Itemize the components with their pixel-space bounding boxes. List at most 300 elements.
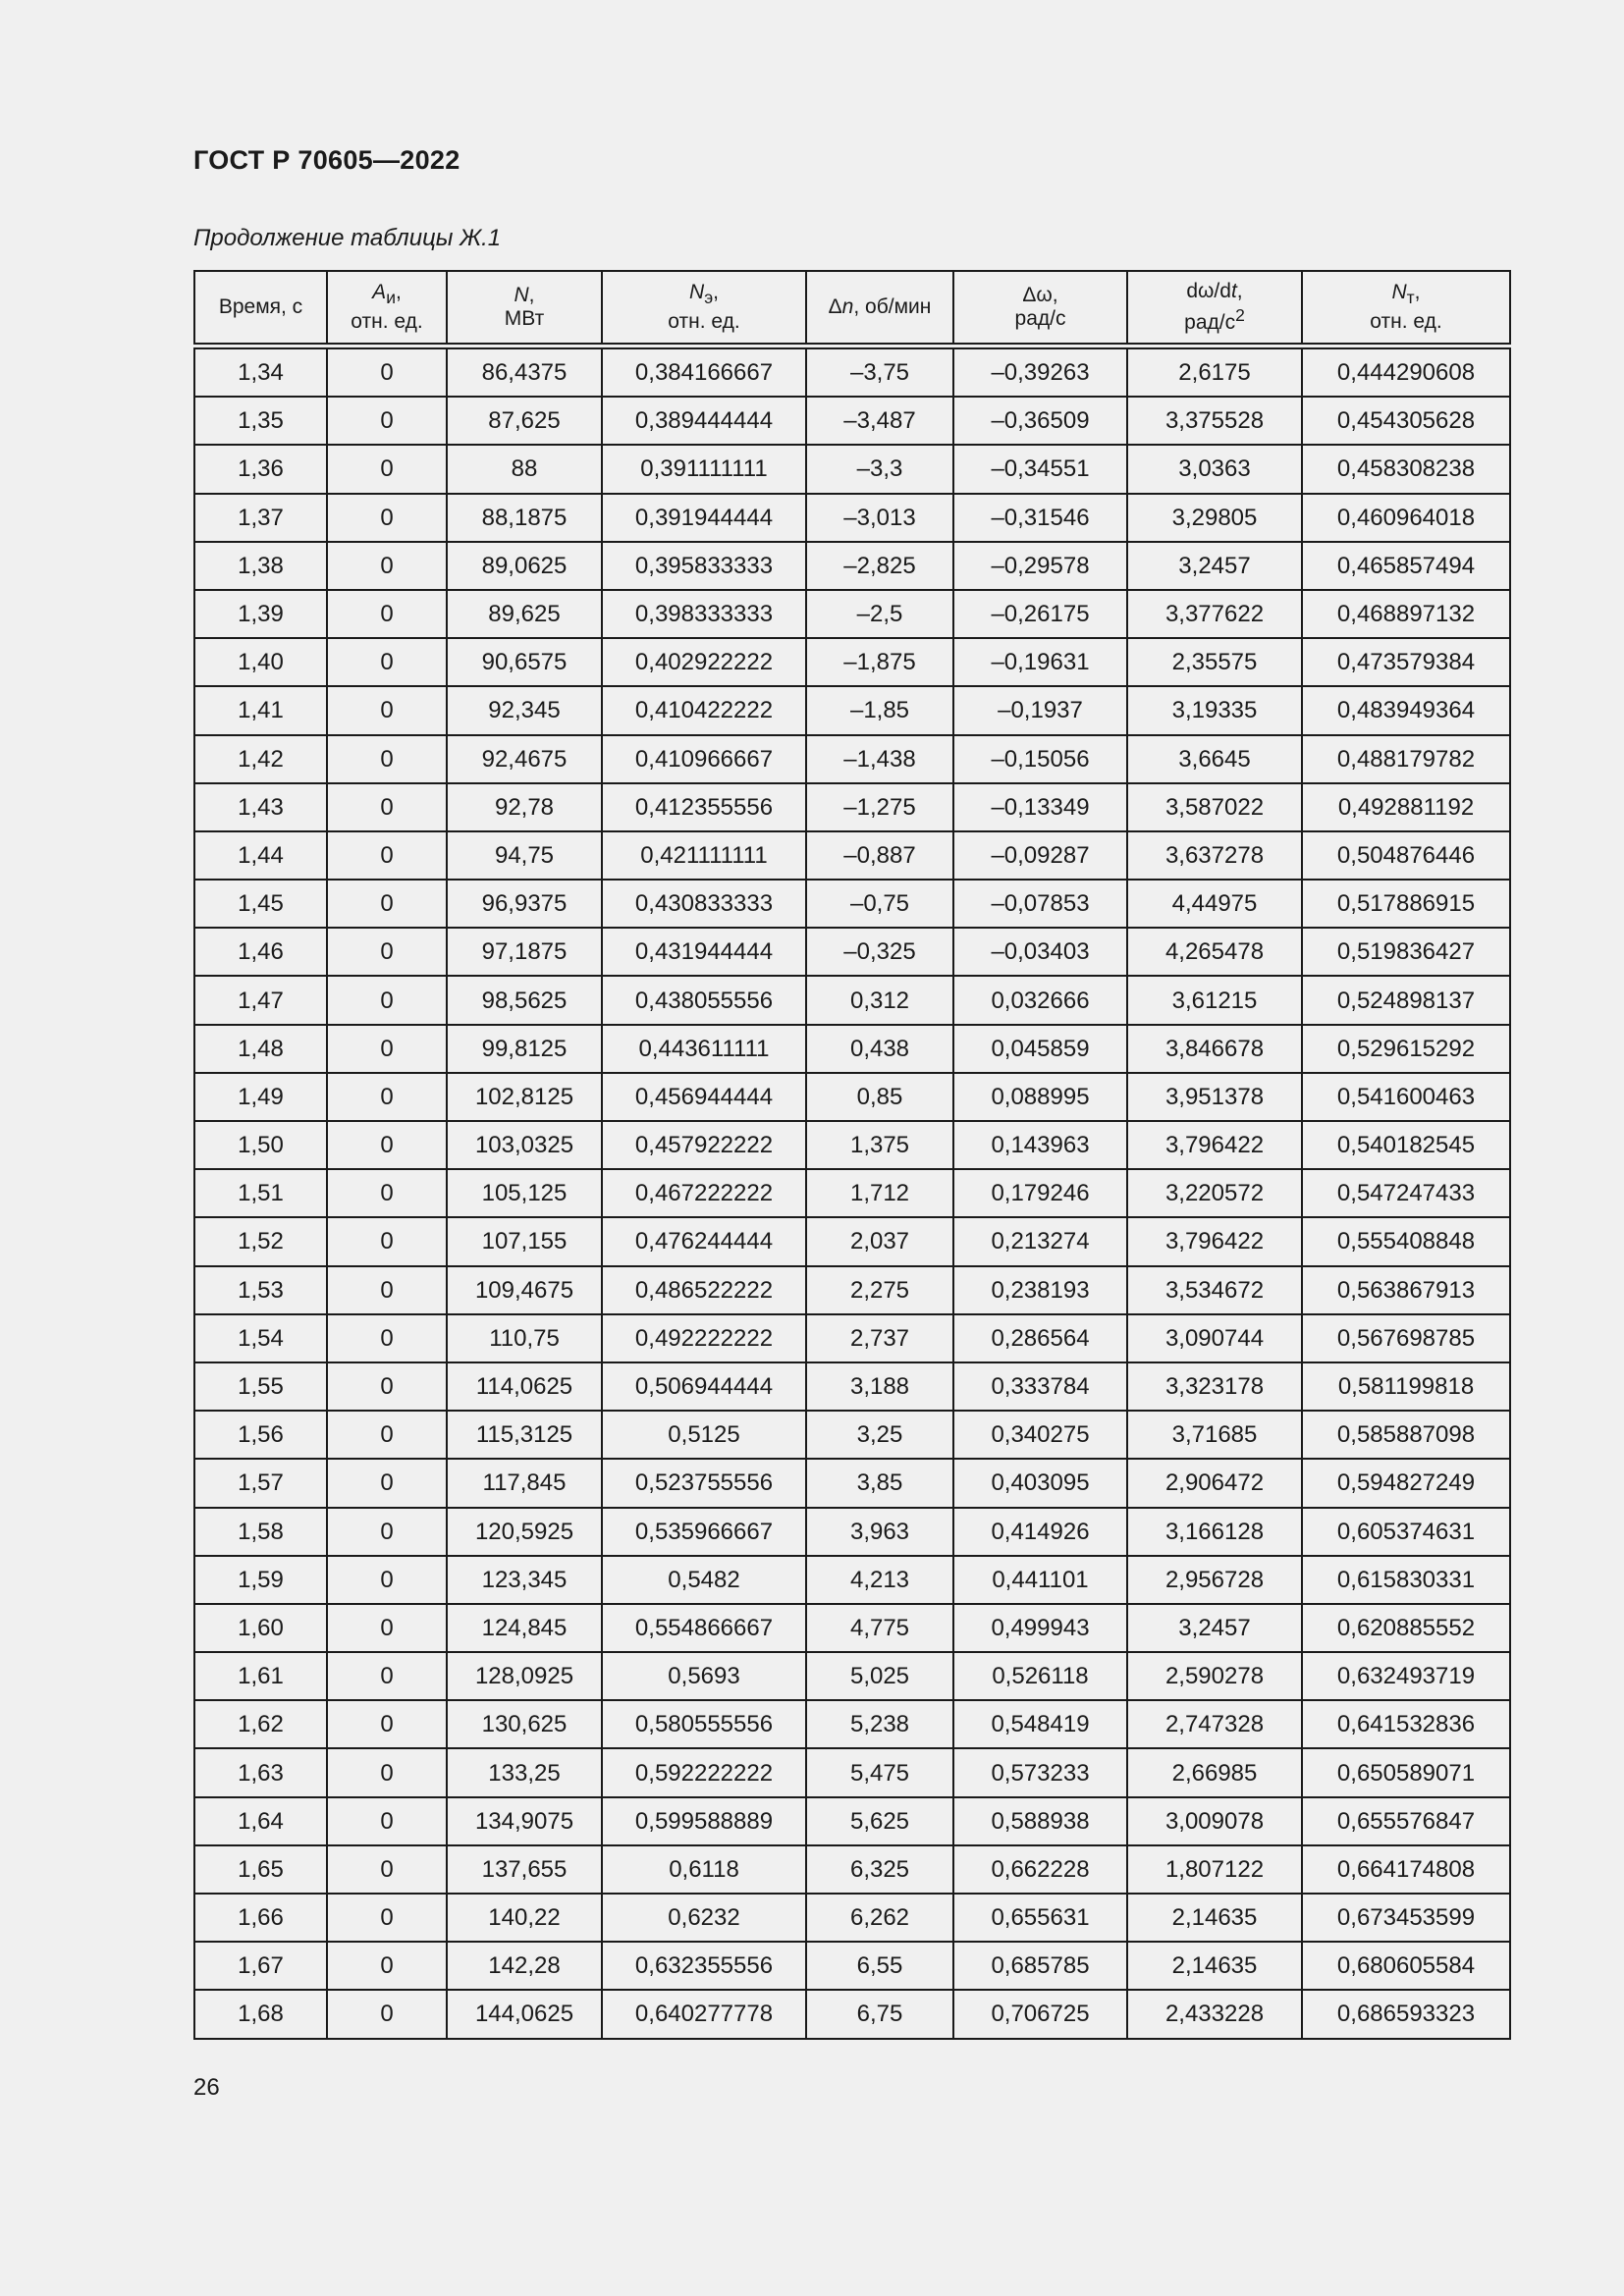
cell-time: 1,42 <box>194 735 327 783</box>
cell-nt: 0,524898137 <box>1302 976 1510 1024</box>
table-row <box>194 1652 1510 1700</box>
cell-nt: 0,444290608 <box>1302 347 1510 398</box>
cell-a: 0 <box>327 1942 447 1990</box>
cell-dw: 0,088995 <box>953 1073 1127 1121</box>
cell-n: 144,0625 <box>447 1990 602 2038</box>
cell-dw: 0,403095 <box>953 1459 1127 1507</box>
cell-dn: 5,025 <box>806 1652 953 1700</box>
cell-time: 1,40 <box>194 638 327 686</box>
cell-ne: 0,476244444 <box>602 1217 806 1265</box>
cell-dwdt: 4,44975 <box>1127 880 1302 928</box>
table-row <box>194 1845 1510 1894</box>
cell-dn: –1,275 <box>806 783 953 831</box>
cell-ne: 0,410966667 <box>602 735 806 783</box>
cell-dw: 0,286564 <box>953 1314 1127 1362</box>
cell-ne: 0,6232 <box>602 1894 806 1942</box>
cell-dw: –0,19631 <box>953 638 1127 686</box>
cell-ne: 0,391944444 <box>602 494 806 542</box>
cell-time: 1,34 <box>194 347 327 398</box>
cell-n: 86,4375 <box>447 347 602 398</box>
cell-a: 0 <box>327 1411 447 1459</box>
cell-time: 1,45 <box>194 880 327 928</box>
header-nt: $N_т$, отн. ед. <box>1302 271 1510 347</box>
cell-dwdt: 3,220572 <box>1127 1169 1302 1217</box>
cell-dw: 0,548419 <box>953 1700 1127 1748</box>
cell-dw: 0,655631 <box>953 1894 1127 1942</box>
cell-a: 0 <box>327 1362 447 1411</box>
table-row <box>194 638 1510 686</box>
header-time: Время, с <box>194 271 327 347</box>
cell-dw: –0,15056 <box>953 735 1127 783</box>
cell-a: 0 <box>327 1556 447 1604</box>
cell-a: 0 <box>327 1025 447 1073</box>
header-dn: Δn, об/мин <box>806 271 953 347</box>
table-row <box>194 1459 1510 1507</box>
table-row <box>194 542 1510 590</box>
cell-nt: 0,585887098 <box>1302 1411 1510 1459</box>
cell-nt: 0,615830331 <box>1302 1556 1510 1604</box>
table-row <box>194 1266 1510 1314</box>
cell-dw: –0,07853 <box>953 880 1127 928</box>
cell-dn: 5,625 <box>806 1797 953 1845</box>
cell-n: 92,78 <box>447 783 602 831</box>
cell-nt: 0,650589071 <box>1302 1748 1510 1796</box>
cell-dwdt: 3,6645 <box>1127 735 1302 783</box>
cell-dwdt: 4,265478 <box>1127 928 1302 976</box>
cell-dw: –0,31546 <box>953 494 1127 542</box>
cell-ne: 0,438055556 <box>602 976 806 1024</box>
cell-time: 1,53 <box>194 1266 327 1314</box>
cell-a: 0 <box>327 1121 447 1169</box>
cell-dw: 0,213274 <box>953 1217 1127 1265</box>
cell-n: 89,0625 <box>447 542 602 590</box>
cell-n: 140,22 <box>447 1894 602 1942</box>
cell-nt: 0,555408848 <box>1302 1217 1510 1265</box>
cell-dw: 0,573233 <box>953 1748 1127 1796</box>
cell-time: 1,52 <box>194 1217 327 1265</box>
table-row <box>194 1700 1510 1748</box>
cell-dn: 0,438 <box>806 1025 953 1073</box>
cell-dwdt: 2,956728 <box>1127 1556 1302 1604</box>
cell-nt: 0,567698785 <box>1302 1314 1510 1362</box>
cell-ne: 0,398333333 <box>602 590 806 638</box>
cell-nt: 0,529615292 <box>1302 1025 1510 1073</box>
cell-a: 0 <box>327 445 447 493</box>
cell-a: 0 <box>327 1073 447 1121</box>
cell-dw: –0,29578 <box>953 542 1127 590</box>
cell-dwdt: 2,66985 <box>1127 1748 1302 1796</box>
cell-dn: –2,5 <box>806 590 953 638</box>
cell-a: 0 <box>327 735 447 783</box>
cell-time: 1,50 <box>194 1121 327 1169</box>
cell-a: 0 <box>327 976 447 1024</box>
cell-a: 0 <box>327 783 447 831</box>
cell-ne: 0,431944444 <box>602 928 806 976</box>
header-dwdt: dω/dt, рад/$с^2$ <box>1127 271 1302 347</box>
cell-nt: 0,673453599 <box>1302 1894 1510 1942</box>
cell-ne: 0,592222222 <box>602 1748 806 1796</box>
table-row <box>194 347 1510 398</box>
cell-n: 109,4675 <box>447 1266 602 1314</box>
cell-nt: 0,541600463 <box>1302 1073 1510 1121</box>
cell-dwdt: 3,587022 <box>1127 783 1302 831</box>
cell-nt: 0,488179782 <box>1302 735 1510 783</box>
cell-dwdt: 3,637278 <box>1127 831 1302 880</box>
cell-n: 94,75 <box>447 831 602 880</box>
cell-a: 0 <box>327 1894 447 1942</box>
cell-ne: 0,5125 <box>602 1411 806 1459</box>
cell-time: 1,43 <box>194 783 327 831</box>
cell-dn: 6,325 <box>806 1845 953 1894</box>
table-row <box>194 1604 1510 1652</box>
cell-ne: 0,391111111 <box>602 445 806 493</box>
cell-dwdt: 2,906472 <box>1127 1459 1302 1507</box>
cell-time: 1,39 <box>194 590 327 638</box>
cell-nt: 0,458308238 <box>1302 445 1510 493</box>
cell-nt: 0,519836427 <box>1302 928 1510 976</box>
cell-ne: 0,5693 <box>602 1652 806 1700</box>
cell-dwdt: 3,2457 <box>1127 542 1302 590</box>
cell-a: 0 <box>327 1604 447 1652</box>
cell-ne: 0,410422222 <box>602 686 806 734</box>
cell-nt: 0,581199818 <box>1302 1362 1510 1411</box>
cell-time: 1,44 <box>194 831 327 880</box>
cell-a: 0 <box>327 1169 447 1217</box>
data-table <box>193 270 1511 2040</box>
cell-dwdt: 3,323178 <box>1127 1362 1302 1411</box>
table-row <box>194 1556 1510 1604</box>
cell-time: 1,60 <box>194 1604 327 1652</box>
table-row <box>194 686 1510 734</box>
cell-dn: 3,85 <box>806 1459 953 1507</box>
cell-dn: –3,487 <box>806 397 953 445</box>
cell-dwdt: 3,846678 <box>1127 1025 1302 1073</box>
cell-ne: 0,467222222 <box>602 1169 806 1217</box>
cell-dwdt: 3,375528 <box>1127 397 1302 445</box>
cell-dn: 4,213 <box>806 1556 953 1604</box>
cell-n: 110,75 <box>447 1314 602 1362</box>
cell-dw: 0,333784 <box>953 1362 1127 1411</box>
cell-dwdt: 3,377622 <box>1127 590 1302 638</box>
cell-time: 1,63 <box>194 1748 327 1796</box>
cell-dw: 0,238193 <box>953 1266 1127 1314</box>
cell-dn: 3,188 <box>806 1362 953 1411</box>
cell-n: 97,1875 <box>447 928 602 976</box>
table-row <box>194 1217 1510 1265</box>
cell-n: 134,9075 <box>447 1797 602 1845</box>
cell-dn: 1,712 <box>806 1169 953 1217</box>
cell-dn: –3,75 <box>806 347 953 398</box>
cell-dw: 0,662228 <box>953 1845 1127 1894</box>
cell-a: 0 <box>327 1314 447 1362</box>
cell-dwdt: 2,747328 <box>1127 1700 1302 1748</box>
cell-dn: 2,275 <box>806 1266 953 1314</box>
table-row <box>194 735 1510 783</box>
cell-a: 0 <box>327 1700 447 1748</box>
cell-ne: 0,456944444 <box>602 1073 806 1121</box>
cell-n: 99,8125 <box>447 1025 602 1073</box>
cell-dw: 0,588938 <box>953 1797 1127 1845</box>
cell-a: 0 <box>327 928 447 976</box>
cell-nt: 0,594827249 <box>1302 1459 1510 1507</box>
cell-n: 98,5625 <box>447 976 602 1024</box>
cell-dn: –0,887 <box>806 831 953 880</box>
cell-ne: 0,535966667 <box>602 1508 806 1556</box>
cell-dwdt: 2,35575 <box>1127 638 1302 686</box>
cell-n: 90,6575 <box>447 638 602 686</box>
cell-nt: 0,483949364 <box>1302 686 1510 734</box>
cell-dw: 0,340275 <box>953 1411 1127 1459</box>
header-dw: Δω, рад/с <box>953 271 1127 347</box>
cell-nt: 0,468897132 <box>1302 590 1510 638</box>
cell-time: 1,57 <box>194 1459 327 1507</box>
cell-time: 1,58 <box>194 1508 327 1556</box>
table-row <box>194 928 1510 976</box>
cell-dw: 0,414926 <box>953 1508 1127 1556</box>
cell-dwdt: 3,2457 <box>1127 1604 1302 1652</box>
cell-dn: 3,963 <box>806 1508 953 1556</box>
cell-dwdt: 2,590278 <box>1127 1652 1302 1700</box>
table-row <box>194 1942 1510 1990</box>
cell-time: 1,59 <box>194 1556 327 1604</box>
cell-dn: 6,262 <box>806 1894 953 1942</box>
cell-ne: 0,632355556 <box>602 1942 806 1990</box>
cell-nt: 0,664174808 <box>1302 1845 1510 1894</box>
table-row <box>194 1073 1510 1121</box>
cell-dwdt: 3,796422 <box>1127 1121 1302 1169</box>
cell-ne: 0,5482 <box>602 1556 806 1604</box>
cell-dw: 0,706725 <box>953 1990 1127 2038</box>
table-caption: Продолжение таблицы Ж.1 <box>193 225 502 251</box>
cell-a: 0 <box>327 1845 447 1894</box>
cell-ne: 0,384166667 <box>602 347 806 398</box>
cell-dn: 6,55 <box>806 1942 953 1990</box>
cell-a: 0 <box>327 638 447 686</box>
cell-time: 1,54 <box>194 1314 327 1362</box>
cell-time: 1,68 <box>194 1990 327 2038</box>
cell-ne: 0,395833333 <box>602 542 806 590</box>
cell-time: 1,48 <box>194 1025 327 1073</box>
page-number: 26 <box>193 2074 220 2101</box>
cell-ne: 0,523755556 <box>602 1459 806 1507</box>
table-row <box>194 494 1510 542</box>
cell-dw: 0,045859 <box>953 1025 1127 1073</box>
cell-dw: –0,13349 <box>953 783 1127 831</box>
cell-nt: 0,517886915 <box>1302 880 1510 928</box>
table-row <box>194 1025 1510 1073</box>
cell-dn: –2,825 <box>806 542 953 590</box>
cell-ne: 0,412355556 <box>602 783 806 831</box>
cell-n: 114,0625 <box>447 1362 602 1411</box>
cell-dn: –1,85 <box>806 686 953 734</box>
cell-dwdt: 3,534672 <box>1127 1266 1302 1314</box>
cell-nt: 0,632493719 <box>1302 1652 1510 1700</box>
cell-n: 103,0325 <box>447 1121 602 1169</box>
cell-dn: –3,3 <box>806 445 953 493</box>
table-row <box>194 1990 1510 2038</box>
cell-dwdt: 2,14635 <box>1127 1942 1302 1990</box>
table-row <box>194 445 1510 493</box>
cell-nt: 0,454305628 <box>1302 397 1510 445</box>
cell-n: 142,28 <box>447 1942 602 1990</box>
cell-a: 0 <box>327 1508 447 1556</box>
cell-ne: 0,402922222 <box>602 638 806 686</box>
cell-ne: 0,580555556 <box>602 1700 806 1748</box>
table-row <box>194 880 1510 928</box>
cell-n: 88 <box>447 445 602 493</box>
cell-dwdt: 2,6175 <box>1127 347 1302 398</box>
cell-nt: 0,620885552 <box>1302 1604 1510 1652</box>
table-row <box>194 783 1510 831</box>
cell-dwdt: 3,61215 <box>1127 976 1302 1024</box>
table-row <box>194 1362 1510 1411</box>
cell-time: 1,61 <box>194 1652 327 1700</box>
cell-dw: 0,499943 <box>953 1604 1127 1652</box>
cell-n: 120,5925 <box>447 1508 602 1556</box>
cell-dw: –0,03403 <box>953 928 1127 976</box>
table-row <box>194 1169 1510 1217</box>
cell-dwdt: 3,19335 <box>1127 686 1302 734</box>
cell-dw: –0,09287 <box>953 831 1127 880</box>
table-row <box>194 1797 1510 1845</box>
cell-time: 1,36 <box>194 445 327 493</box>
cell-time: 1,37 <box>194 494 327 542</box>
cell-dn: 2,737 <box>806 1314 953 1362</box>
cell-dn: 1,375 <box>806 1121 953 1169</box>
cell-time: 1,64 <box>194 1797 327 1845</box>
table-row <box>194 1894 1510 1942</box>
cell-dn: –0,75 <box>806 880 953 928</box>
cell-nt: 0,465857494 <box>1302 542 1510 590</box>
cell-n: 124,845 <box>447 1604 602 1652</box>
cell-dn: –0,325 <box>806 928 953 976</box>
cell-a: 0 <box>327 1217 447 1265</box>
cell-n: 130,625 <box>447 1700 602 1748</box>
cell-a: 0 <box>327 590 447 638</box>
cell-n: 115,3125 <box>447 1411 602 1459</box>
cell-n: 137,655 <box>447 1845 602 1894</box>
cell-time: 1,41 <box>194 686 327 734</box>
cell-a: 0 <box>327 542 447 590</box>
cell-dwdt: 3,009078 <box>1127 1797 1302 1845</box>
cell-dw: 0,179246 <box>953 1169 1127 1217</box>
cell-a: 0 <box>327 347 447 398</box>
cell-dwdt: 3,29805 <box>1127 494 1302 542</box>
cell-dwdt: 2,433228 <box>1127 1990 1302 2038</box>
cell-dn: 2,037 <box>806 1217 953 1265</box>
cell-nt: 0,460964018 <box>1302 494 1510 542</box>
cell-ne: 0,430833333 <box>602 880 806 928</box>
table-row <box>194 1748 1510 1796</box>
cell-n: 133,25 <box>447 1748 602 1796</box>
cell-nt: 0,563867913 <box>1302 1266 1510 1314</box>
cell-ne: 0,640277778 <box>602 1990 806 2038</box>
cell-a: 0 <box>327 880 447 928</box>
cell-time: 1,38 <box>194 542 327 590</box>
cell-ne: 0,443611111 <box>602 1025 806 1073</box>
cell-a: 0 <box>327 1990 447 2038</box>
cell-time: 1,46 <box>194 928 327 976</box>
cell-n: 88,1875 <box>447 494 602 542</box>
cell-n: 105,125 <box>447 1169 602 1217</box>
cell-n: 96,9375 <box>447 880 602 928</box>
cell-nt: 0,641532836 <box>1302 1700 1510 1748</box>
cell-dn: 3,25 <box>806 1411 953 1459</box>
cell-dw: –0,1937 <box>953 686 1127 734</box>
cell-dwdt: 3,71685 <box>1127 1411 1302 1459</box>
cell-dwdt: 3,951378 <box>1127 1073 1302 1121</box>
cell-nt: 0,680605584 <box>1302 1942 1510 1990</box>
cell-dw: –0,39263 <box>953 347 1127 398</box>
cell-time: 1,49 <box>194 1073 327 1121</box>
cell-dw: 0,032666 <box>953 976 1127 1024</box>
cell-n: 92,4675 <box>447 735 602 783</box>
cell-time: 1,47 <box>194 976 327 1024</box>
cell-time: 1,66 <box>194 1894 327 1942</box>
cell-dw: –0,26175 <box>953 590 1127 638</box>
cell-time: 1,56 <box>194 1411 327 1459</box>
cell-nt: 0,605374631 <box>1302 1508 1510 1556</box>
cell-dwdt: 3,090744 <box>1127 1314 1302 1362</box>
cell-nt: 0,504876446 <box>1302 831 1510 880</box>
table-row <box>194 976 1510 1024</box>
cell-dn: 0,85 <box>806 1073 953 1121</box>
table-row <box>194 831 1510 880</box>
cell-dn: 0,312 <box>806 976 953 1024</box>
table-row <box>194 1314 1510 1362</box>
cell-ne: 0,457922222 <box>602 1121 806 1169</box>
cell-n: 107,155 <box>447 1217 602 1265</box>
table-row <box>194 1508 1510 1556</box>
cell-ne: 0,389444444 <box>602 397 806 445</box>
cell-n: 117,845 <box>447 1459 602 1507</box>
cell-a: 0 <box>327 494 447 542</box>
cell-dn: 6,75 <box>806 1990 953 2038</box>
cell-nt: 0,655576847 <box>1302 1797 1510 1845</box>
cell-time: 1,35 <box>194 397 327 445</box>
cell-ne: 0,492222222 <box>602 1314 806 1362</box>
header-ne: $N_э$, отн. ед. <box>602 271 806 347</box>
cell-dwdt: 1,807122 <box>1127 1845 1302 1894</box>
cell-dn: 5,475 <box>806 1748 953 1796</box>
cell-dw: –0,34551 <box>953 445 1127 493</box>
cell-ne: 0,554866667 <box>602 1604 806 1652</box>
cell-n: 87,625 <box>447 397 602 445</box>
cell-ne: 0,486522222 <box>602 1266 806 1314</box>
cell-n: 92,345 <box>447 686 602 734</box>
cell-dwdt: 2,14635 <box>1127 1894 1302 1942</box>
cell-nt: 0,492881192 <box>1302 783 1510 831</box>
cell-dwdt: 3,166128 <box>1127 1508 1302 1556</box>
cell-dw: 0,685785 <box>953 1942 1127 1990</box>
cell-ne: 0,421111111 <box>602 831 806 880</box>
cell-dw: 0,526118 <box>953 1652 1127 1700</box>
cell-dw: –0,36509 <box>953 397 1127 445</box>
cell-dn: 4,775 <box>806 1604 953 1652</box>
cell-time: 1,65 <box>194 1845 327 1894</box>
cell-a: 0 <box>327 1652 447 1700</box>
table-header-row <box>194 271 1510 347</box>
cell-a: 0 <box>327 397 447 445</box>
table-row <box>194 1121 1510 1169</box>
cell-dwdt: 3,0363 <box>1127 445 1302 493</box>
cell-time: 1,67 <box>194 1942 327 1990</box>
cell-dw: 0,441101 <box>953 1556 1127 1604</box>
cell-a: 0 <box>327 1266 447 1314</box>
cell-dn: –3,013 <box>806 494 953 542</box>
cell-ne: 0,506944444 <box>602 1362 806 1411</box>
cell-ne: 0,6118 <box>602 1845 806 1894</box>
